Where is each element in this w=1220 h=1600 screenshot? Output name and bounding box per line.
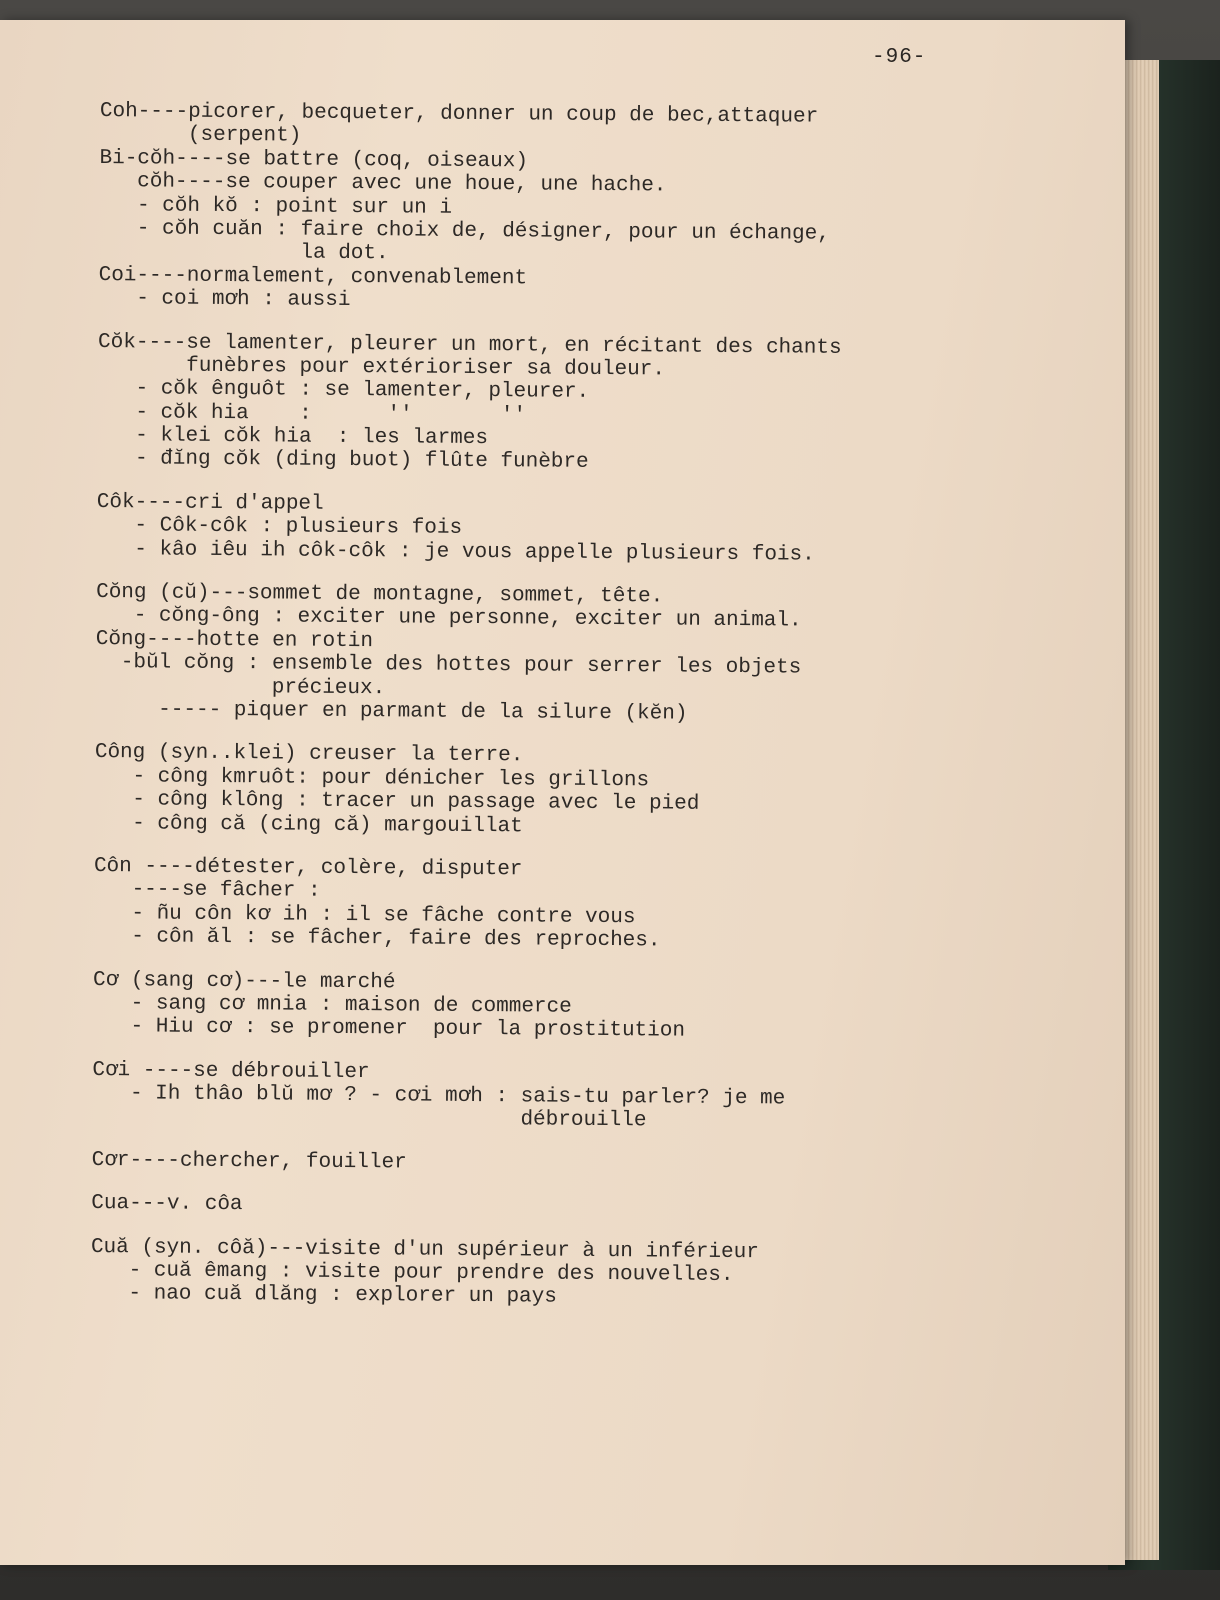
dictionary-entry (96, 491, 1107, 569)
dictionary-entry (91, 1236, 1102, 1314)
entry-line: - công klông : tracer un passage avec le pied (94, 788, 700, 816)
entry-line: ----se fâcher : (93, 878, 321, 904)
dictionary-entry (94, 741, 1105, 842)
page-number: -96- (872, 46, 927, 69)
entry-line: - Hiu cơ : se promener pour la prostitution (92, 1015, 686, 1043)
book-page (0, 20, 1125, 1565)
entry-line: cŏh----se couper avec une houe, une hache. (99, 170, 667, 198)
entry-line: - công că (cing că) margouillat (94, 811, 523, 838)
dictionary-entry (95, 581, 1106, 729)
entry-line: - klei cŏk hia : les larmes (97, 424, 489, 451)
dictionary-text (90, 100, 1110, 1334)
entry-line: la dot. (98, 240, 389, 266)
entry-line: Côn ----détester, colère, disputer (93, 854, 523, 882)
entry-line: - Côk-côk : plusieurs fois (96, 514, 463, 541)
entry-line: Bi-cŏh----se battre (coq, oiseaux) (99, 146, 529, 174)
entry-line: - cuă êmang : visite pour prendre des nouvelles. (90, 1258, 734, 1288)
dictionary-entry (92, 1059, 1103, 1137)
entry-line: funèbres pour extérioriser sa douleur. (97, 353, 666, 382)
entry-line: - coi mơh : aussi (98, 287, 351, 313)
entry-line: Côk----cri d'appel (96, 490, 324, 516)
entry-line: - đĭng cŏk (ding buot) flûte funèbre (97, 447, 589, 475)
entry-line: - sang cơ mnia : maison de commerce (92, 991, 572, 1019)
entry-line: Cuă (syn. côă)---visite d'un supérieur à un inférieur (90, 1235, 759, 1264)
entry-line: Cơ (sang cơ)---le marché (92, 968, 396, 994)
entry-line: débrouille (91, 1105, 647, 1133)
entry-line: précieux. (95, 674, 386, 700)
entry-line: - côn ăl : se fâcher, faire des reproches. (93, 925, 661, 953)
entry-line: - cŏh kŏ : point sur un i (99, 193, 453, 220)
dictionary-entry (97, 331, 1108, 479)
entry-line: - Ih thâo blŭ mơ ? - cơi mơh : sais-tu parler? je me (92, 1082, 786, 1111)
dictionary-entry (93, 855, 1104, 956)
entry-line: Công (syn..klei) creuser la terre. (94, 741, 524, 768)
entry-line: - nao cuă dlăng : explorer un pays (90, 1282, 557, 1310)
entry-line: Cŏng----hotte en rotin (95, 627, 374, 653)
entry-line: - cŏk ênguôt : se lamenter, pleurer. (97, 377, 590, 405)
entry-line: Cua---v. côa (91, 1192, 243, 1217)
entry-line: Cŏk----se lamenter, pleurer un mort, en récitant des chants (98, 330, 842, 360)
entry-line: Cŏng (cŭ)---sommet de montagne, sommet, tête. (96, 581, 664, 609)
dictionary-entry (98, 100, 1110, 318)
entry-line: (serpent) (99, 123, 302, 148)
entry-line: ----- piquer en parmant de la silure (kĕn) (95, 697, 688, 726)
dictionary-entry (92, 1149, 1102, 1180)
entry-line: Coh----picorer, becqueter, donner un coup de bec,attaquer (99, 100, 819, 129)
entry-line: - ñu côn kơ ih : il se fâche contre vous (93, 901, 636, 929)
entry-line: -bŭl cŏng : ensemble des hottes pour serrer les objets (95, 651, 802, 680)
entry-line: Coi----normalement, convenablement (98, 263, 528, 291)
entry-line: Cơr----chercher, fouiller (91, 1148, 407, 1175)
entry-line: - cŏk hia : '' '' (97, 400, 527, 428)
entry-line: Cơi ----se débrouiller (92, 1058, 370, 1084)
entry-line: - công kmruôt: pour dénicher les grillons (94, 764, 650, 793)
entry-line: - kâo iêu ih côk-côk : je vous appelle plusieurs fois. (96, 537, 815, 567)
entry-line: - cŏng-ông : exciter une personne, exciter un animal. (95, 604, 802, 633)
dictionary-entry (91, 1192, 1101, 1223)
entry-line: - cŏh cuăn : faire choix de, désigner, pour un échange, (98, 216, 830, 246)
dictionary-entry (93, 968, 1104, 1046)
